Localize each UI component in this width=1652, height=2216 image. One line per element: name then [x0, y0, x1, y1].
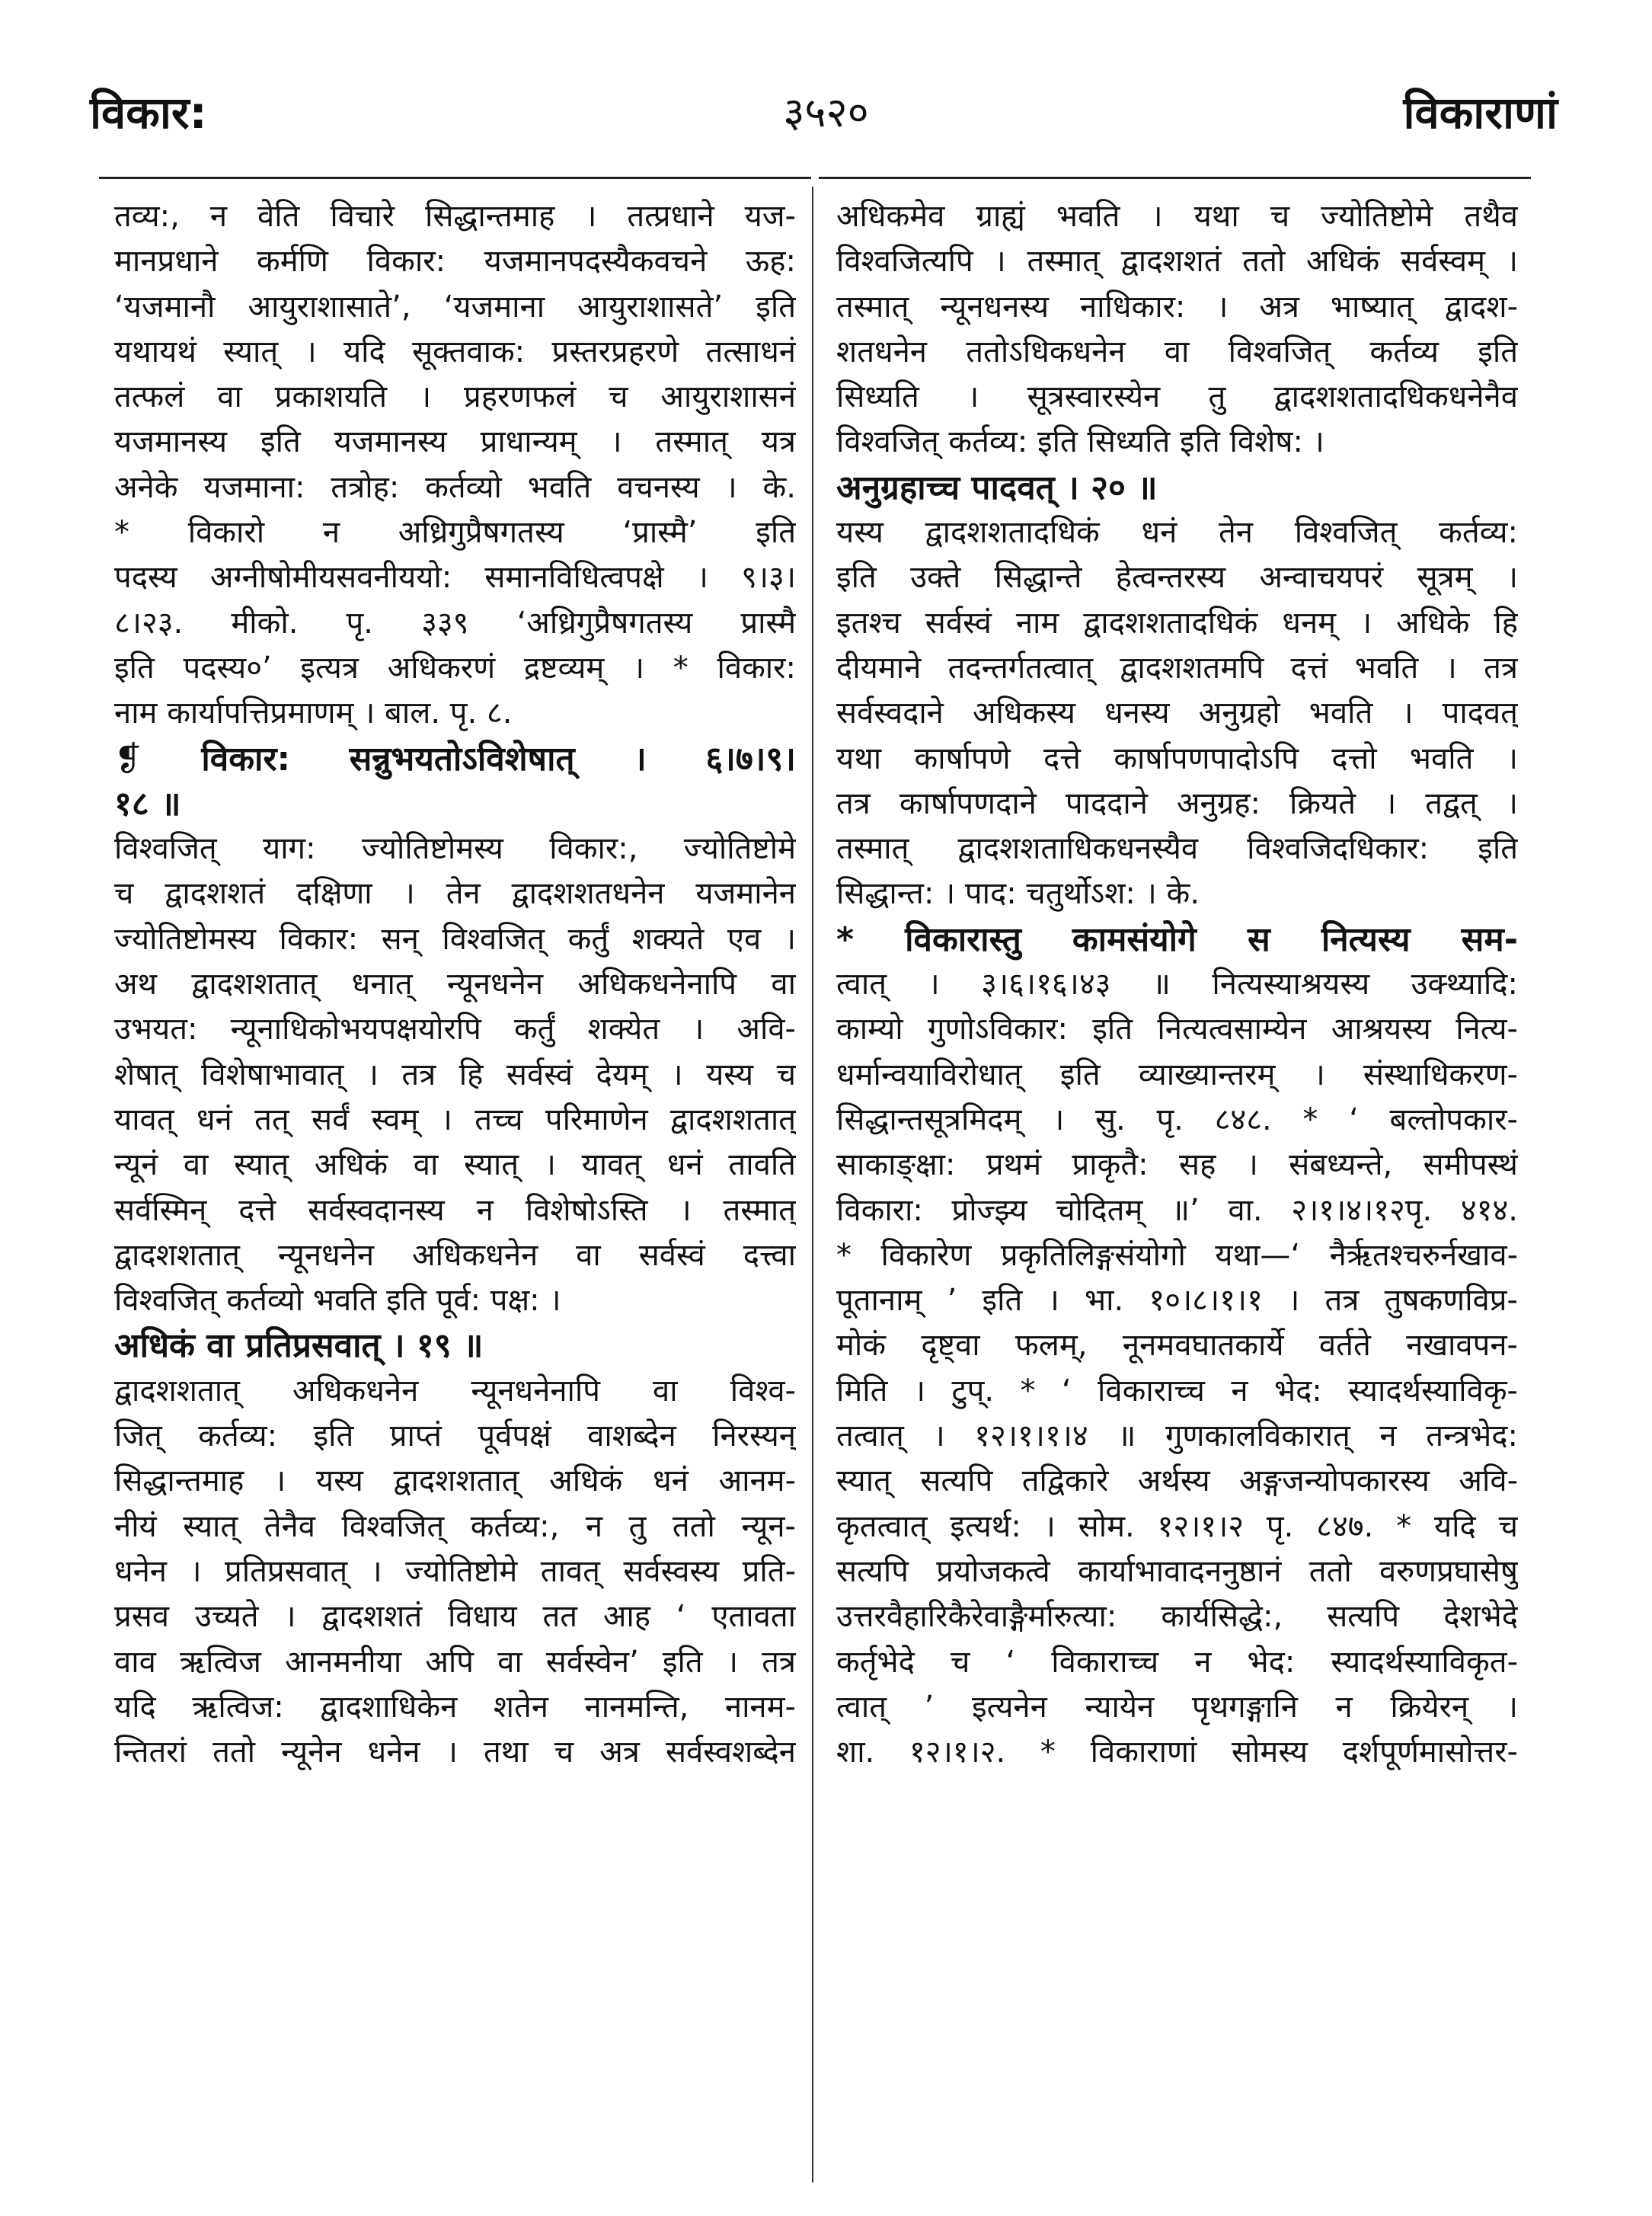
text-line: तव्य:, न वेति विचारे सिद्धान्तमाह । तत्प्रधाने यज- — [114, 199, 796, 234]
text-line: न्तितरां ततो न्यूनेन धनेन । तथा च अत्र सर्वस्वशब्देन — [114, 1735, 796, 1770]
header-rule-left — [99, 177, 811, 179]
page-number: ३५२० — [783, 88, 869, 136]
text-line: अथ द्वादशशतात् धनात् न्यूनधनेन अधिकधनेनापि वा — [114, 967, 796, 1002]
sutra-heading: अनुग्रहाच्च पादवत् । २० ॥ — [836, 468, 1158, 507]
text-line: अनेके यजमाना: तत्रोह: कर्तव्यो भवति वचनस्य । के. — [114, 469, 796, 505]
text-line: कृतत्वात् इत्यर्थ: । सोम. १२।१।२ पृ. ८४७. * यदि च — [836, 1508, 1518, 1544]
text-line: विश्वजित्यपि । तस्मात् द्वादशशतं ततो अधिकं सर्वस्वम् । — [836, 244, 1518, 280]
text-line: द्वादशशतात् अधिकधनेन न्यूनधनेनापि वा विश्व- — [114, 1373, 796, 1409]
text-line: तस्मात् द्वादशशताधिकधनस्यैव विश्वजिदधिकार: इति — [836, 831, 1518, 867]
text-line: शेषात् विशेषाभावात् । तत्र हि सर्वस्वं देयम् । यस्य च — [114, 1057, 796, 1092]
text-line: विश्वजित् कर्तव्य: इति सिध्यति इति विशेष: । — [836, 424, 1324, 460]
text-line: उभयत: न्यूनाधिकोभयपक्षयोरपि कर्तुं शक्येत । अवि- — [114, 1012, 796, 1047]
text-line: यस्य द्वादशशतादधिकं धनं तेन विश्वजित् कर्तव्य: — [836, 515, 1518, 551]
text-line: धनेन । प्रतिप्रसवात् । ज्योतिष्टोमे तावत् सर्वस्वस्य प्रति- — [114, 1553, 796, 1589]
text-line: सर्वस्मिन् दत्ते सर्वस्वदानस्य न विशेषोऽस्ति । तस्मात् — [114, 1192, 796, 1228]
text-line: कर्तृभेदे च ‘ विकाराच्च न भेद: स्यादर्थस्याविकृत- — [836, 1644, 1518, 1680]
header-rule-right — [819, 177, 1531, 179]
text-line: पदस्य अग्नीषोमीयसवनीययो: समानविधित्वपक्षे । ९।३। — [114, 560, 796, 596]
text-line: यथा कार्षापणे दत्ते कार्षापणपादोऽपि दत्तो भवति । — [836, 740, 1518, 776]
column-divider — [812, 187, 813, 2182]
text-line: नीयं स्यात् तेनैव विश्वजित् कर्तव्य:, न तु ततो न्यून- — [114, 1508, 796, 1544]
text-line: इति उक्ते सिद्धान्ते हेत्वन्तरस्य अन्वाचयपरं सूत्रम् । — [836, 560, 1518, 596]
text-line: * विकारो न अध्रिगुप्रैषगतस्य ‘प्रास्मै’ इति — [114, 515, 796, 551]
sutra-heading: १८ ॥ — [114, 784, 181, 823]
text-line: काम्यो गुणोऽविकार: इति नित्यत्वसाम्येन आश्रयस्य नित्य- — [836, 1012, 1518, 1047]
text-line: विश्वजित् कर्तव्यो भवति इति पूर्व: पक्ष: । — [114, 1283, 561, 1319]
text-line: सिद्धान्तमाह । यस्य द्वादशशतात् अधिकं धनं आनम- — [114, 1463, 796, 1499]
text-line: न्यूनं वा स्यात् अधिकं वा स्यात् । यावत् धनं तावति — [114, 1147, 796, 1183]
page-header — [0, 0, 1652, 175]
left-column — [114, 194, 796, 1775]
text-line: ज्योतिष्टोमस्य विकार: सन् विश्वजित् कर्तुं शक्यते एव । — [114, 921, 796, 957]
text-line: मानप्रधाने कर्मणि विकार: यजमानपदस्यैकवचने ऊह: — [114, 244, 796, 280]
text-line: प्रसव उच्यते । द्वादशशतं विधाय तत आह ‘ एतावता — [114, 1599, 796, 1635]
text-line: यथायथं स्यात् । यदि सूक्तवाक: प्रस्तरप्रहरणे तत्साधनं — [114, 334, 796, 369]
text-line: पूतानाम् ’ इति । भा. १०।८।१।१ । तत्र तुषकणविप्र- — [836, 1283, 1518, 1319]
text-line: द्वादशशतात् न्यूनधनेन अधिकधनेन वा सर्वस्वं दत्त्वा — [114, 1237, 796, 1273]
text-line: मिति । टुप्. * ‘ विकाराच्च न भेद: स्यादर्थस्याविकृ- — [836, 1373, 1518, 1409]
sutra-heading: ❡ विकार: सन्नुभयतोऽविशेषात् । ६।७।९। — [114, 739, 796, 779]
text-line: सर्वस्वदाने अधिकस्य धनस्य अनुग्रहो भवति । पादवत् — [836, 695, 1518, 731]
text-line: इतश्च सर्वस्वं नाम द्वादशशतादधिकं धनम् । अधिके हि — [836, 605, 1518, 641]
text-line: च द्वादशशतं दक्षिणा । तेन द्वादशशतधनेन यजमानेन — [114, 876, 796, 912]
text-line: वाव ऋत्विज आनमनीया अपि वा सर्वस्वेन’ इति । तत्र — [114, 1644, 796, 1680]
text-line: सिध्यति । सूत्रस्वारस्येन तु द्वादशशतादधिकधनेनैव — [836, 379, 1518, 415]
text-line: सिद्धान्तसूत्रमिदम् । सु. पृ. ८४८. * ‘ बल्तोपकार- — [836, 1102, 1518, 1137]
text-line: यावत् धनं तत् सर्वं स्वम् । तच्च परिमाणेन द्वादशशतात् — [114, 1102, 796, 1137]
text-line: मोकं दृष्ट्वा फलम्, नूनमवघातकार्ये वर्तते नखावपन- — [836, 1328, 1518, 1364]
text-line: विकारा: प्रोज्झ्य चोदितम् ॥’ वा. २।१।४।१२पृ. ४१४. — [836, 1192, 1518, 1228]
text-line: त्वात् ’ इत्यनेन न्यायेन पृथगङ्गानि न क्रियेरन् । — [836, 1689, 1518, 1725]
text-line: दीयमाने तदन्तर्गतत्वात् द्वादशशतमपि दत्तं भवति । तत्र — [836, 650, 1518, 686]
text-line: यजमानस्य इति यजमानस्य प्राधान्यम् । तस्मात् यत्र — [114, 424, 796, 460]
text-line: त्वात् । ३।६।१६।४३ ॥ नित्यस्याश्रयस्य उक्थ्यादि: — [836, 967, 1518, 1002]
text-line: शा. १२।१।२. * विकाराणां सोमस्य दर्शपूर्णमासोत्तर- — [836, 1735, 1518, 1770]
text-line: सिद्धान्त: । पाद: चतुर्थोऽश: । के. — [836, 876, 1200, 912]
running-head-left: विकार: — [90, 87, 207, 139]
text-line: जित् कर्तव्य: इति प्राप्तं पूर्वपक्षं वाशब्देन निरस्यन् — [114, 1418, 796, 1454]
text-line: अधिकमेव ग्राह्यं भवति । यथा च ज्योतिष्टोमे तथैव — [836, 199, 1518, 234]
text-line: स्यात् सत्यपि तद्विकारे अर्थस्य अङ्गजन्योपकारस्य अवि- — [836, 1463, 1518, 1499]
text-line: * विकारेण प्रकृतिलिङ्गसंयोगो यथा—‘ नैर्ऋतश्चरुर्नखाव- — [836, 1237, 1518, 1273]
right-column — [836, 194, 1518, 1775]
text-line: शतधनेन ततोऽधिकधनेन वा विश्वजित् कर्तव्य इति — [836, 334, 1518, 369]
text-line: तत्वात् । १२।१।१।४ ॥ गुणकालविकारात् न तन्त्रभेद: — [836, 1418, 1518, 1454]
text-line: साकाङ्क्षा: प्रथमं प्राकृतै: सह । संबध्यन्ते, समीपस्थं — [836, 1147, 1518, 1183]
running-head-right: विकाराणां — [1403, 87, 1558, 139]
text-line: सत्यपि प्रयोजकत्वे कार्याभावादननुष्ठानं ततो वरुणप्रघासेषु — [836, 1553, 1518, 1589]
text-line: विश्वजित् याग: ज्योतिष्टोमस्य विकार:, ज्योतिष्टोमे — [114, 831, 796, 867]
text-line: नाम कार्यापत्तिप्रमाणम् । बाल. पृ. ८. — [114, 695, 513, 731]
text-line: तत्र कार्षापणदाने पाददाने अनुग्रह: क्रियते । तद्वत् । — [836, 785, 1518, 821]
text-line: तत्फलं वा प्रकाशयति । प्रहरणफलं च आयुराशासनं — [114, 379, 796, 415]
sutra-heading: अधिकं वा प्रतिप्रसवात् । १९ ॥ — [114, 1326, 484, 1366]
text-line: यदि ऋत्विज: द्वादशाधिकेन शतेन नानमन्ति, नानम- — [114, 1689, 796, 1725]
text-line: इति पदस्य०’ इत्यत्र अधिकरणं द्रष्टव्यम् । * विकार: — [114, 650, 796, 686]
text-line: तस्मात् न्यूनधनस्य नाधिकार: । अत्र भाष्यात् द्वादश- — [836, 289, 1518, 325]
text-line: ‘यजमानौ आयुराशासाते’, ‘यजमाना आयुराशासते’ इति — [114, 289, 796, 325]
sutra-heading: * विकारास्तु कामसंयोगे स नित्यस्य सम- — [836, 919, 1518, 959]
text-line: धर्मान्वयाविरोधात् इति व्याख्यान्तरम् । संस्थाधिकरण- — [836, 1057, 1518, 1092]
text-line: उत्तरवैहारिकैरेवाङ्गैर्मारुत्या: कार्यसिद्धे:, सत्यपि देशभेदे — [836, 1599, 1518, 1635]
text-line: ८।२३. मीको. पृ. ३३९ ‘अध्रिगुप्रैषगतस्य प्रास्मै — [114, 605, 796, 641]
